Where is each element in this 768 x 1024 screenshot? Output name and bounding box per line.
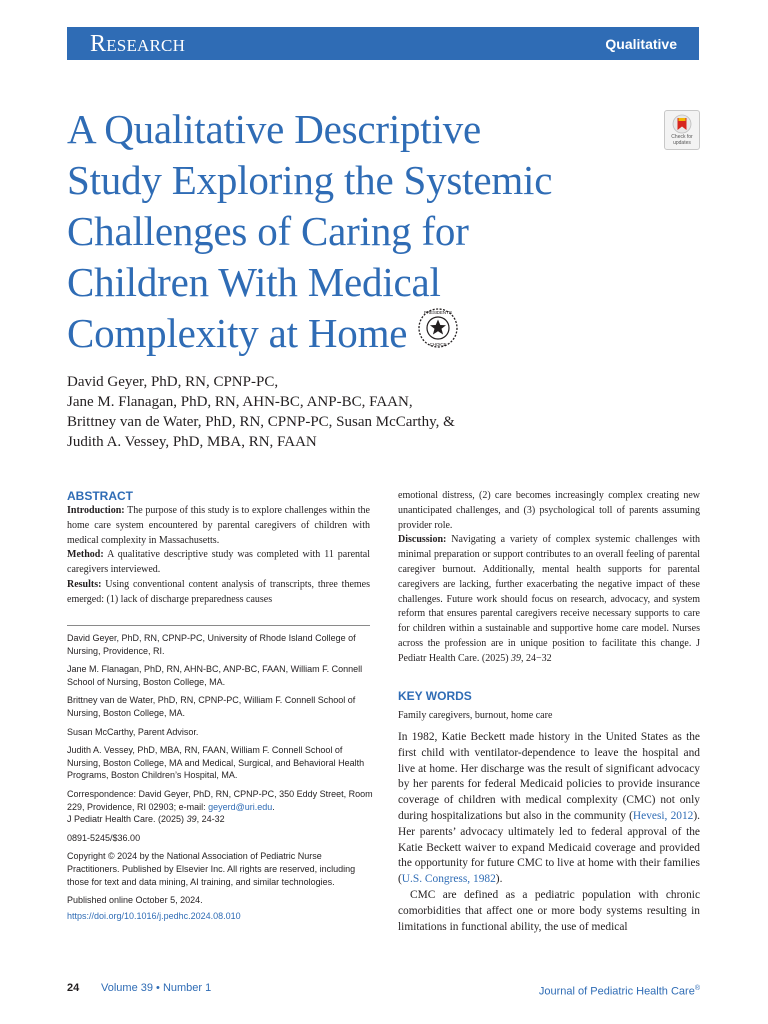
svg-text:PRESIDENT'S: PRESIDENT'S (424, 309, 453, 315)
abstract-results: Results: Using conventional content analysis of transcripts, three themes emerged: (1) lack of discharge preparedness causes (67, 578, 370, 605)
keywords-heading: KEY WORDS (398, 689, 472, 703)
page-number: 24 (67, 982, 80, 994)
author-line: Brittney van de Water, PhD, RN, CPNP-PC, Susan McCarthy, & (67, 414, 455, 430)
title-line: A Qualitative Descriptive (67, 106, 481, 152)
svg-text:CHOICE: CHOICE (429, 341, 447, 347)
author-line: Jane M. Flanagan, PhD, RN, AHN-BC, ANP-BC, FAAN, (67, 394, 413, 410)
bookmark-icon (665, 113, 699, 135)
body-paragraph: CMC are defined as a pediatric population with chronic comorbidities that affect one or more body systems resulting in limitations in functional ability, the use of medical (398, 888, 700, 933)
abstract-results-continued: emotional distress, (2) care becomes increasingly complex creating new unanticipated challenges, and (3) psychological toll of parents assuming provider role. (398, 490, 700, 531)
check-for-updates-label: Check for updates (671, 134, 693, 146)
abstract-discussion: Discussion: Navigating a variety of complex systemic challenges with minimal preparation or support contributes to an overall feeling of parental caregiver burnout. Additionally, mental health supports for parental caregivers are lacking, further exacerbating the negative impact of these challenges. Future work should focus on research, advocacy, and system reform that ensures parental caregivers receive necessary supports to care for children within a sustainable and supportive home care model. Nurses across the profession are in unique position to facilitate this change. J Pediatr Health Care. (2025) 39, 24−32 (398, 534, 701, 664)
page-footer (67, 982, 700, 996)
abstract-introduction: Introduction: The purpose of this study is to explore challenges within the home care system encountered by parental caregivers of children with medical complexity in Massachusetts. (67, 505, 370, 546)
author-line: Judith A. Vessey, PhD, MBA, RN, FAAN (67, 434, 317, 450)
published-date: Published online October 5, 2024. (67, 895, 203, 906)
copyright-notice: Copyright © 2024 by the National Association of Pediatric Nurse Practitioners. Published by Elsevier Inc. All rights are reserved, including those for text and data mining, AI training, and similar technologies. (67, 851, 356, 887)
body-paragraph: In 1982, Katie Beckett made history in the United States as the first child with ventilator-dependence to leave the hospital and live at home. Her discharge was the result of significant advocacy by her parents for federal Medicaid policies to provide insurance coverage of children with medical complexity (CMC) not only during hospitalizations but also in the community (Hevesi, 2012). Her parents’ advocacy ultimately led to federal approval of the Katie Beckett waiver to expand Medicaid coverage and provided the opportunity for future CMC to live at home with their families (U.S. Congress, 1982). (398, 731, 701, 886)
journal-name: Journal of Pediatric Health Care® (538, 985, 700, 998)
section-label: Research (90, 31, 186, 57)
affiliation: Brittney van de Water, PhD, RN, CPNP-PC, William F. Connell School of Nursing, Boston College, MA. (67, 695, 356, 718)
doi-link[interactable]: https://doi.org/10.1016/j.pedhc.2024.08.010 (67, 910, 241, 921)
keywords-text: Family caregivers, burnout, home care (398, 710, 553, 721)
section-banner (67, 27, 699, 60)
title-line: Challenges of Caring for (67, 208, 469, 254)
title-line: Complexity at Home PRESIDENT'S CHOICE (67, 308, 627, 365)
email-link[interactable]: geyerd@uri.edu (208, 801, 273, 812)
title-line: Children With Medical (67, 259, 441, 305)
reference-link[interactable]: Hevesi, 2012 (632, 809, 694, 822)
affiliations-block (67, 632, 373, 928)
affiliation: Judith A. Vessey, PhD, MBA, RN, FAAN, William F. Connell School of Nursing, Boston College, MA and Medical, Surgical, and Behavioral Health Programs, Boston Children’s Hospital, MA. (67, 745, 365, 781)
issn: 0891-5245/$36.00 (67, 832, 141, 843)
abstract-method: Method: A qualitative descriptive study was completed with 11 parental caregivers interviewed. (67, 549, 371, 576)
title-line: Study Exploring the Systemic (67, 157, 553, 203)
abstract-left (67, 489, 370, 608)
article-title (67, 104, 627, 365)
presidents-choice-seal-icon (417, 307, 459, 361)
author-line: David Geyer, PhD, RN, CPNP-PC, (67, 374, 279, 390)
affiliation: Susan McCarthy, Parent Advisor. (67, 726, 199, 737)
affiliation-divider (67, 625, 370, 626)
check-for-updates-badge[interactable] (664, 110, 700, 150)
correspondence: Correspondence: David Geyer, PhD, RN, CPNP-PC, 350 Eddy Street, Room 229, Providence, RI 02903; e-mail: geyerd@uri.edu. J Pediatr Health Care. (2025) 39, 24-32 (67, 788, 373, 825)
affiliation: Jane M. Flanagan, PhD, RN, AHN-BC, ANP-BC, FAAN, William F. Connell School of Nursing, Boston College, MA. (67, 664, 363, 687)
article-type-label: Qualitative (605, 36, 677, 52)
affiliation: David Geyer, PhD, RN, CPNP-PC, University of Rhode Island College of Nursing, Providence, RI. (67, 633, 356, 656)
volume-issue: Volume 39 • Number 1 (101, 982, 212, 994)
abstract-right (398, 489, 700, 667)
abstract-heading: ABSTRACT (67, 489, 133, 503)
body-text (398, 730, 700, 935)
author-list (67, 372, 587, 452)
reference-link[interactable]: U.S. Congress, 1982 (401, 873, 496, 886)
